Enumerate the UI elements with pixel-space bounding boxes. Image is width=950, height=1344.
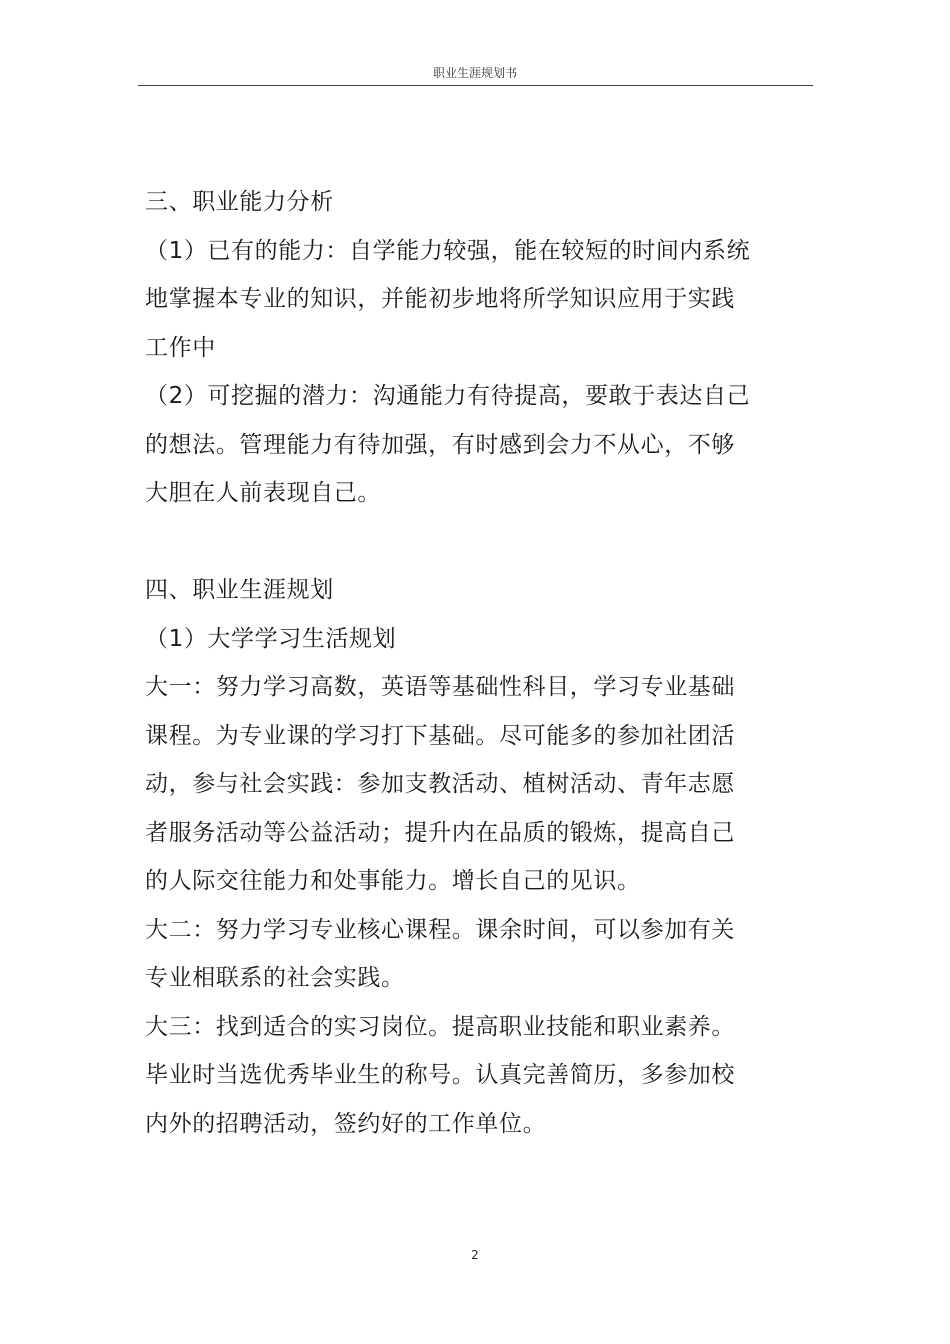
paragraph-line: 地掌握本专业的知识，并能初步地将所学知识应用于实践 <box>145 286 735 312</box>
paragraph-line: 毕业时当选优秀毕业生的称号。认真完善简历，多参加校 <box>145 1062 735 1088</box>
paragraph-line: （1）已有的能力：自学能力较强，能在较短的时间内系统 <box>145 237 751 264</box>
paragraph-line: 大一：努力学习高数，英语等基础性科目，学习专业基础 <box>145 674 735 700</box>
header-divider <box>138 85 813 86</box>
blank-line <box>145 518 815 567</box>
section-heading-career-plan: 四、职业生涯规划 <box>145 577 334 603</box>
section-heading-career-ability: 三、职业能力分析 <box>145 189 334 215</box>
page-body <box>145 178 815 1148</box>
paragraph-line: （2）可挖掘的潜力：沟通能力有待提高，要敢于表达自己 <box>145 383 751 409</box>
paragraph-line: 大胆在人前表现自己。 <box>145 480 381 506</box>
paragraph-line: 动，参与社会实践：参加支教活动、植树活动、青年志愿 <box>145 771 735 797</box>
subsection-heading: （1）大学学习生活规划 <box>145 625 397 652</box>
running-header-title: 职业生涯规划书 <box>432 66 517 80</box>
paragraph-line: 大二：努力学习专业核心课程。课余时间，可以参加有关 <box>145 916 735 943</box>
paragraph-line: 工作中 <box>145 334 216 361</box>
page-number: 2 <box>471 1248 479 1262</box>
paragraph-line: 大三：找到适合的实习岗位。提高职业技能和职业素养。 <box>145 1013 735 1040</box>
paragraph-line: 的想法。管理能力有待加强，有时感到会力不从心，不够 <box>145 431 735 458</box>
paragraph-line: 者服务活动等公益活动；提升内在品质的锻炼，提高自己 <box>145 819 735 846</box>
paragraph-line: 专业相联系的社会实践。 <box>145 965 405 991</box>
paragraph-line: 内外的招聘活动，签约好的工作单位。 <box>145 1110 547 1137</box>
paragraph-line: 课程。为专业课的学习打下基础。尽可能多的参加社团活 <box>145 722 735 749</box>
paragraph-line: 的人际交往能力和处事能力。增长自己的见识。 <box>145 868 641 894</box>
